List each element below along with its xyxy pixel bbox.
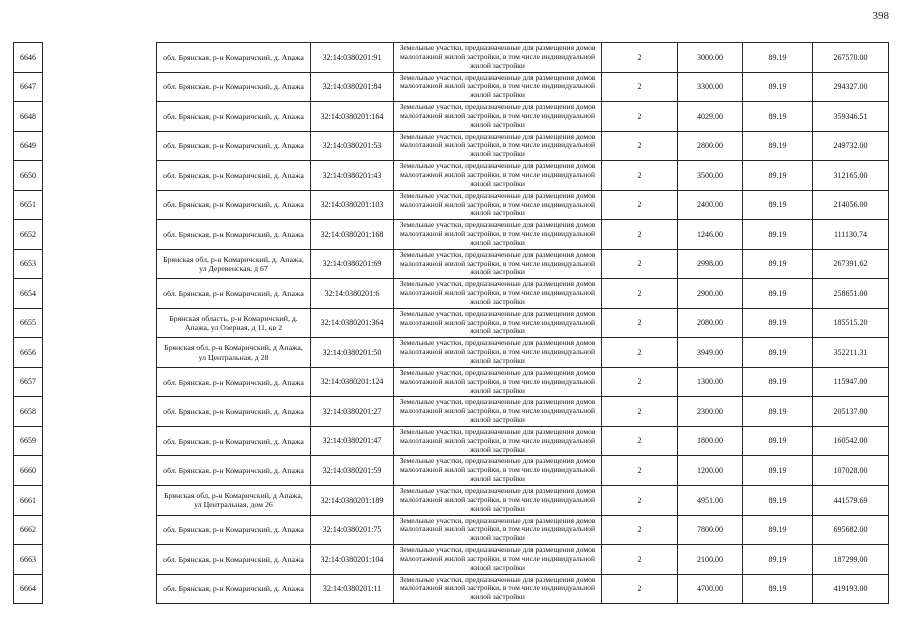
empty-gap-cell	[43, 308, 157, 338]
row-id-cell: 6654	[14, 279, 43, 309]
group-number-cell: 2	[602, 161, 678, 191]
land-use-description-cell: Земельные участки, предназначенные для размещения домов малоэтажной жилой застройки, в том числе индивидуальной жилой застройки	[394, 397, 602, 427]
land-use-description-cell: Земельные участки, предназначенные для размещения домов малоэтажной жилой застройки, в том числе индивидуальной жилой застройки	[394, 308, 602, 338]
table-row	[14, 426, 889, 456]
page-number: 398	[872, 10, 889, 22]
rate-cell: 89.19	[743, 249, 813, 279]
row-id-cell: 6663	[14, 545, 43, 575]
cadastral-number-cell: 32:14:0380201:91	[311, 43, 394, 73]
address-cell: обл. Брянская, р-н Комаричский, д. Апажа	[157, 456, 311, 486]
rate-cell: 89.19	[743, 102, 813, 132]
group-number-cell: 2	[602, 220, 678, 250]
rate-cell: 89.19	[743, 367, 813, 397]
row-id-cell: 6646	[14, 43, 43, 73]
empty-gap-cell	[43, 426, 157, 456]
table-row	[14, 43, 889, 73]
address-cell: обл. Брянская, р-н Комаричский, д. Апажа	[157, 279, 311, 309]
land-use-description-cell: Земельные участки, предназначенные для размещения домов малоэтажной жилой застройки, в том числе индивидуальной жилой застройки	[394, 456, 602, 486]
table-row	[14, 545, 889, 575]
address-cell: обл. Брянская, р-н Комаричский, д. Апажа	[157, 43, 311, 73]
empty-gap-cell	[43, 485, 157, 515]
address-cell: обл. Брянская, р-н Комаричский, д. Апажа	[157, 515, 311, 545]
rate-cell: 89.19	[743, 338, 813, 368]
empty-gap-cell	[43, 72, 157, 102]
land-use-description-cell: Земельные участки, предназначенные для размещения домов малоэтажной жилой застройки, в том числе индивидуальной жилой застройки	[394, 426, 602, 456]
row-id-cell: 6649	[14, 131, 43, 161]
address-cell: Брянская обл, р-н Комаричский, д Апажа, ул Центральная, дом 26	[157, 485, 311, 515]
area-cell: 3949.00	[678, 338, 743, 368]
cadastral-number-cell: 32:14:0380201:103	[311, 190, 394, 220]
group-number-cell: 2	[602, 426, 678, 456]
address-cell: обл. Брянская, р-н Комаричский, д. Апажа	[157, 426, 311, 456]
empty-gap-cell	[43, 545, 157, 575]
rate-cell: 89.19	[743, 485, 813, 515]
area-cell: 2300.00	[678, 397, 743, 427]
rate-cell: 89.19	[743, 426, 813, 456]
land-use-description-cell: Земельные участки, предназначенные для размещения домов малоэтажной жилой застройки, в том числе индивидуальной жилой застройки	[394, 485, 602, 515]
empty-gap-cell	[43, 249, 157, 279]
group-number-cell: 2	[602, 249, 678, 279]
empty-gap-cell	[43, 397, 157, 427]
cadastral-value-cell: 352211.31	[813, 338, 889, 368]
cadastral-number-cell: 32:14:0380201:75	[311, 515, 394, 545]
table-row	[14, 485, 889, 515]
group-number-cell: 2	[602, 515, 678, 545]
cadastral-value-cell: 441579.69	[813, 485, 889, 515]
area-cell: 1300.00	[678, 367, 743, 397]
land-use-description-cell: Земельные участки, предназначенные для размещения домов малоэтажной жилой застройки, в том числе индивидуальной жилой застройки	[394, 545, 602, 575]
rate-cell: 89.19	[743, 161, 813, 191]
address-cell: Брянская обл, р-н Комаричский, д Апажа, ул Центральная, д 28	[157, 338, 311, 368]
cadastral-value-cell: 312165.00	[813, 161, 889, 191]
area-cell: 4029.00	[678, 102, 743, 132]
cadastral-value-cell: 107028.00	[813, 456, 889, 486]
group-number-cell: 2	[602, 279, 678, 309]
row-id-cell: 6660	[14, 456, 43, 486]
area-cell: 1246.00	[678, 220, 743, 250]
empty-gap-cell	[43, 279, 157, 309]
cadastral-number-cell: 32:14:0380201:6	[311, 279, 394, 309]
rate-cell: 89.19	[743, 545, 813, 575]
cadastral-number-cell: 32:14:0380201:43	[311, 161, 394, 191]
group-number-cell: 2	[602, 43, 678, 73]
row-id-cell: 6647	[14, 72, 43, 102]
table-row	[14, 72, 889, 102]
land-use-description-cell: Земельные участки, предназначенные для размещения домов малоэтажной жилой застройки, в том числе индивидуальной жилой застройки	[394, 43, 602, 73]
cadastral-value-cell: 294327.00	[813, 72, 889, 102]
group-number-cell: 2	[602, 545, 678, 575]
table-row	[14, 397, 889, 427]
table-row	[14, 338, 889, 368]
address-cell: обл. Брянская, р-н Комаричский, д. Апажа	[157, 397, 311, 427]
empty-gap-cell	[43, 515, 157, 545]
land-use-description-cell: Земельные участки, предназначенные для размещения домов малоэтажной жилой застройки, в том числе индивидуальной жилой застройки	[394, 279, 602, 309]
area-cell: 2998.00	[678, 249, 743, 279]
rate-cell: 89.19	[743, 43, 813, 73]
cadastral-value-cell: 160542.00	[813, 426, 889, 456]
address-cell: обл. Брянская, р-н Комаричский, д. Апажа	[157, 574, 311, 604]
group-number-cell: 2	[602, 131, 678, 161]
land-use-description-cell: Земельные участки, предназначенные для размещения домов малоэтажной жилой застройки, в том числе индивидуальной жилой застройки	[394, 367, 602, 397]
address-cell: обл. Брянская, р-н Комаричский, д. Апажа	[157, 220, 311, 250]
area-cell: 2080.00	[678, 308, 743, 338]
land-use-description-cell: Земельные участки, предназначенные для размещения домов малоэтажной жилой застройки, в том числе индивидуальной жилой застройки	[394, 220, 602, 250]
rate-cell: 89.19	[743, 308, 813, 338]
cadastral-number-cell: 32:14:0380201:104	[311, 545, 394, 575]
cadastral-number-cell: 32:14:0380201:27	[311, 397, 394, 427]
table-row	[14, 220, 889, 250]
group-number-cell: 2	[602, 308, 678, 338]
land-use-description-cell: Земельные участки, предназначенные для размещения домов малоэтажной жилой застройки, в том числе индивидуальной жилой застройки	[394, 161, 602, 191]
cadastral-value-cell: 419193.00	[813, 574, 889, 604]
row-id-cell: 6655	[14, 308, 43, 338]
area-cell: 3500.00	[678, 161, 743, 191]
land-use-description-cell: Земельные участки, предназначенные для размещения домов малоэтажной жилой застройки, в том числе индивидуальной жилой застройки	[394, 190, 602, 220]
cadastral-value-cell: 187299.00	[813, 545, 889, 575]
cadastral-value-cell: 258651.00	[813, 279, 889, 309]
cadastral-value-cell: 359346.51	[813, 102, 889, 132]
row-id-cell: 6648	[14, 102, 43, 132]
land-use-description-cell: Земельные участки, предназначенные для размещения домов малоэтажной жилой застройки, в том числе индивидуальной жилой застройки	[394, 574, 602, 604]
row-id-cell: 6653	[14, 249, 43, 279]
empty-gap-cell	[43, 456, 157, 486]
area-cell: 2100.00	[678, 545, 743, 575]
cadastral-value-cell: 267391.62	[813, 249, 889, 279]
row-id-cell: 6664	[14, 574, 43, 604]
area-cell: 1800.00	[678, 426, 743, 456]
area-cell: 2900.00	[678, 279, 743, 309]
land-parcels-table	[13, 42, 889, 604]
cadastral-value-cell: 249732.00	[813, 131, 889, 161]
cadastral-number-cell: 32:14:0380201:47	[311, 426, 394, 456]
row-id-cell: 6650	[14, 161, 43, 191]
group-number-cell: 2	[602, 485, 678, 515]
row-id-cell: 6662	[14, 515, 43, 545]
address-cell: обл. Брянская, р-н Комаричский, д. Апажа	[157, 102, 311, 132]
area-cell: 1200.00	[678, 456, 743, 486]
rate-cell: 89.19	[743, 574, 813, 604]
cadastral-number-cell: 32:14:0380201:59	[311, 456, 394, 486]
land-use-description-cell: Земельные участки, предназначенные для размещения домов малоэтажной жилой застройки, в том числе индивидуальной жилой застройки	[394, 338, 602, 368]
cadastral-number-cell: 32:14:0380201:11	[311, 574, 394, 604]
address-cell: обл. Брянская, р-н Комаричский, д. Апажа	[157, 161, 311, 191]
empty-gap-cell	[43, 131, 157, 161]
empty-gap-cell	[43, 367, 157, 397]
cadastral-number-cell: 32:14:0380201:53	[311, 131, 394, 161]
row-id-cell: 6657	[14, 367, 43, 397]
group-number-cell: 2	[602, 367, 678, 397]
cadastral-number-cell: 32:14:0380201:69	[311, 249, 394, 279]
empty-gap-cell	[43, 220, 157, 250]
table-row	[14, 279, 889, 309]
area-cell: 2800.00	[678, 131, 743, 161]
empty-gap-cell	[43, 43, 157, 73]
empty-gap-cell	[43, 338, 157, 368]
land-use-description-cell: Земельные участки, предназначенные для размещения домов малоэтажной жилой застройки, в том числе индивидуальной жилой застройки	[394, 515, 602, 545]
row-id-cell: 6652	[14, 220, 43, 250]
row-id-cell: 6658	[14, 397, 43, 427]
empty-gap-cell	[43, 574, 157, 604]
rate-cell: 89.19	[743, 279, 813, 309]
table-row	[14, 131, 889, 161]
table-row	[14, 367, 889, 397]
address-cell: обл. Брянская, р-н Комаричский, д. Апажа	[157, 131, 311, 161]
table-row	[14, 515, 889, 545]
address-cell: Брянская область, р-н Комаричский, д. Апажа, ул Озерная, д 11, кв 2	[157, 308, 311, 338]
area-cell: 2400.00	[678, 190, 743, 220]
cadastral-number-cell: 32:14:0380201:124	[311, 367, 394, 397]
address-cell: обл. Брянская, р-н Комаричский, д. Апажа	[157, 367, 311, 397]
cadastral-value-cell: 205137.00	[813, 397, 889, 427]
group-number-cell: 2	[602, 456, 678, 486]
group-number-cell: 2	[602, 397, 678, 427]
rate-cell: 89.19	[743, 220, 813, 250]
empty-gap-cell	[43, 161, 157, 191]
land-use-description-cell: Земельные участки, предназначенные для размещения домов малоэтажной жилой застройки, в том числе индивидуальной жилой застройки	[394, 102, 602, 132]
land-use-description-cell: Земельные участки, предназначенные для размещения домов малоэтажной жилой застройки, в том числе индивидуальной жилой застройки	[394, 72, 602, 102]
table-row	[14, 456, 889, 486]
cadastral-number-cell: 32:14:0380201:168	[311, 220, 394, 250]
address-cell: Брянская обл, р-н Комаричский, д. Апажа, ул Деревенская, д 67	[157, 249, 311, 279]
land-use-description-cell: Земельные участки, предназначенные для размещения домов малоэтажной жилой застройки, в том числе индивидуальной жилой застройки	[394, 249, 602, 279]
cadastral-number-cell: 32:14:0380201:364	[311, 308, 394, 338]
area-cell: 7800.00	[678, 515, 743, 545]
table-row	[14, 190, 889, 220]
cadastral-number-cell: 32:14:0380201:189	[311, 485, 394, 515]
group-number-cell: 2	[602, 574, 678, 604]
address-cell: обл. Брянская, р-н Комаричский, д. Апажа	[157, 72, 311, 102]
cadastral-value-cell: 111130.74	[813, 220, 889, 250]
rate-cell: 89.19	[743, 72, 813, 102]
land-use-description-cell: Земельные участки, предназначенные для размещения домов малоэтажной жилой застройки, в том числе индивидуальной жилой застройки	[394, 131, 602, 161]
area-cell: 4951.00	[678, 485, 743, 515]
row-id-cell: 6661	[14, 485, 43, 515]
row-id-cell: 6656	[14, 338, 43, 368]
area-cell: 3000.00	[678, 43, 743, 73]
group-number-cell: 2	[602, 190, 678, 220]
table-row	[14, 574, 889, 604]
rate-cell: 89.19	[743, 456, 813, 486]
group-number-cell: 2	[602, 102, 678, 132]
cadastral-value-cell: 214056.00	[813, 190, 889, 220]
area-cell: 3300.00	[678, 72, 743, 102]
rate-cell: 89.19	[743, 190, 813, 220]
rate-cell: 89.19	[743, 515, 813, 545]
row-id-cell: 6651	[14, 190, 43, 220]
rate-cell: 89.19	[743, 397, 813, 427]
table-row	[14, 161, 889, 191]
address-cell: обл. Брянская, р-н Комаричский, д. Апажа	[157, 545, 311, 575]
cadastral-value-cell: 115947.00	[813, 367, 889, 397]
group-number-cell: 2	[602, 338, 678, 368]
group-number-cell: 2	[602, 72, 678, 102]
rate-cell: 89.19	[743, 131, 813, 161]
cadastral-number-cell: 32:14:0380201:164	[311, 102, 394, 132]
cadastral-value-cell: 185515.20	[813, 308, 889, 338]
table-row	[14, 102, 889, 132]
empty-gap-cell	[43, 190, 157, 220]
area-cell: 4700.00	[678, 574, 743, 604]
cadastral-number-cell: 32:14:0380201:50	[311, 338, 394, 368]
cadastral-value-cell: 267570.00	[813, 43, 889, 73]
row-id-cell: 6659	[14, 426, 43, 456]
address-cell: обл. Брянская, р-н Комаричский, д. Апажа	[157, 190, 311, 220]
table-row	[14, 249, 889, 279]
empty-gap-cell	[43, 102, 157, 132]
table-row	[14, 308, 889, 338]
cadastral-number-cell: 32:14:0380201:84	[311, 72, 394, 102]
cadastral-value-cell: 695682.00	[813, 515, 889, 545]
